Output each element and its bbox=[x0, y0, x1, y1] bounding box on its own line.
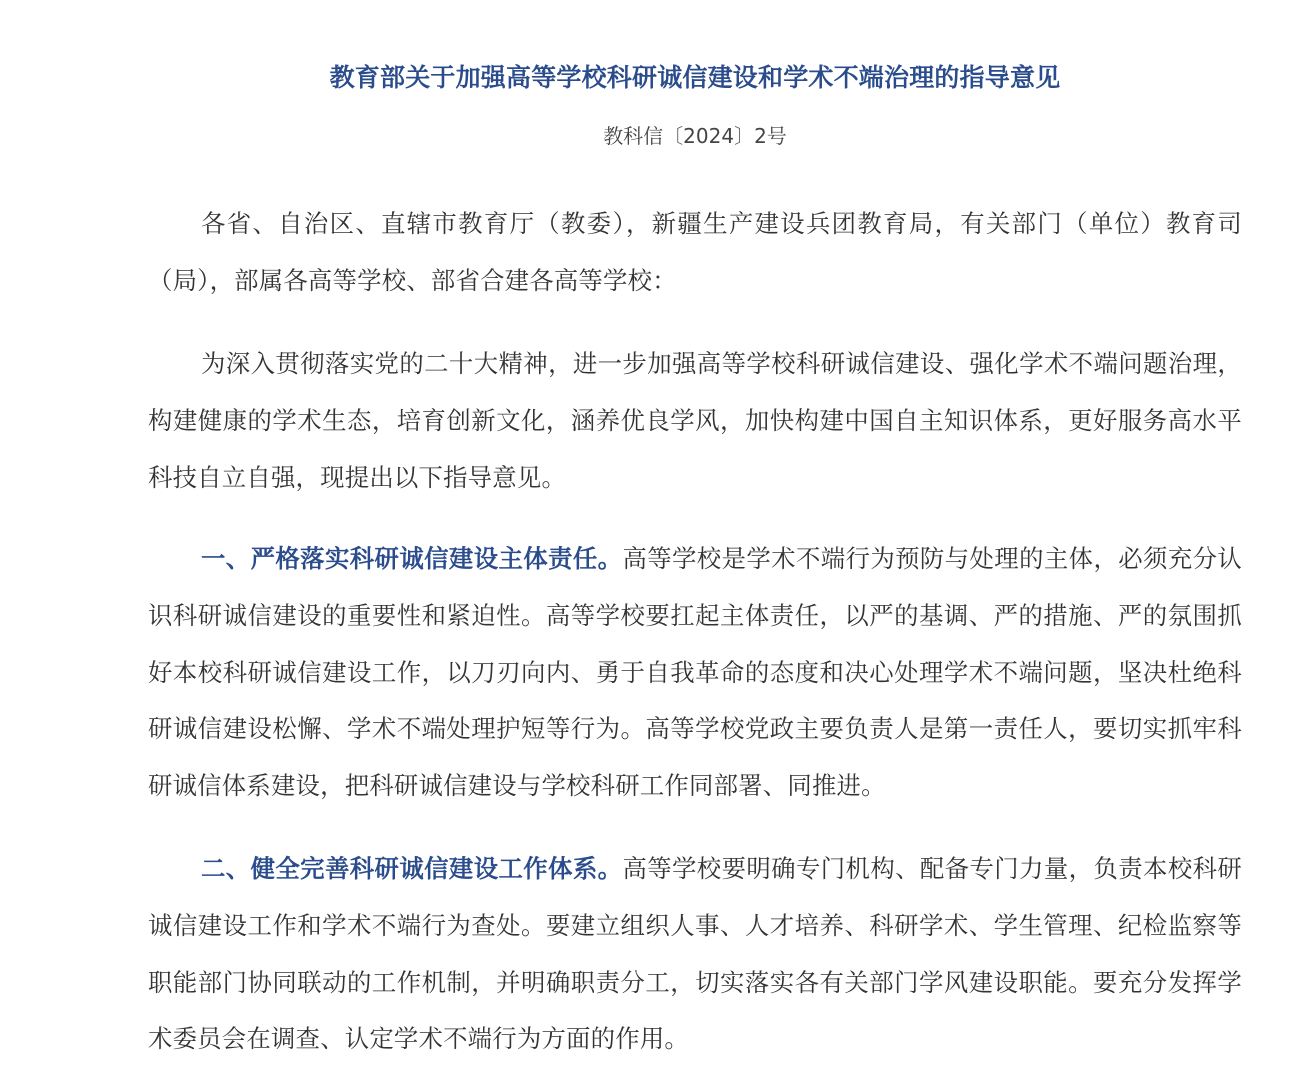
salutation-paragraph bbox=[148, 196, 1242, 310]
intro-paragraph bbox=[148, 336, 1242, 506]
document-title: 教育部关于加强高等学校科研诚信建设和学术不端治理的指导意见 bbox=[329, 63, 1061, 92]
section-body-1: 高等学校是学术不端行为预防与处理的主体，必须充分认识科研诚信建设的重要性和紧迫性。高等学校要扛起主体责任，以严的基调、严的措施、严的氛围抓好本校科研诚信建设工作，以刀刃向内、勇于自我革命的态度和决心处理学术不端问题，坚决杜绝科研诚信建设松懈、学术不端处理护短等行为。高等学校党政主要负责人是第一责任人，要切实抓牢科研诚信体系建设，把科研诚信建设与学校科研工作同部署、同推进。 bbox=[148, 544, 1242, 801]
document-number: 教科信〔2024〕2号 bbox=[603, 124, 787, 148]
section-body-2: 高等学校要明确专门机构、配备专门力量，负责本校科研诚信建设工作和学术不端行为查处。要建立组织人事、人才培养、科研学术、学生管理、纪检监察等职能部门协同联动的工作机制，并明确职责分工，切实落实各有关部门学风建设职能。要充分发挥学术委员会在调查、认定学术不端行为方面的作用。 bbox=[148, 854, 1242, 1054]
section-paragraph-1 bbox=[148, 531, 1242, 815]
salutation-text: 各省、自治区、直辖市教育厅（教委），新疆生产建设兵团教育局，有关部门（单位）教育司（局），部属各高等学校、部省合建各高等学校： bbox=[148, 209, 1242, 295]
section-heading-2: 二、健全完善科研诚信建设工作体系。 bbox=[201, 854, 623, 883]
section-paragraph-2 bbox=[148, 841, 1242, 1068]
intro-text: 为深入贯彻落实党的二十大精神，进一步加强高等学校科研诚信建设、强化学术不端问题治理，构建健康的学术生态，培育创新文化，涵养优良学风，加快构建中国自主知识体系，更好服务高水平科技自立自强，现提出以下指导意见。 bbox=[148, 349, 1242, 492]
section-heading-1: 一、严格落实科研诚信建设主体责任。 bbox=[201, 544, 623, 573]
